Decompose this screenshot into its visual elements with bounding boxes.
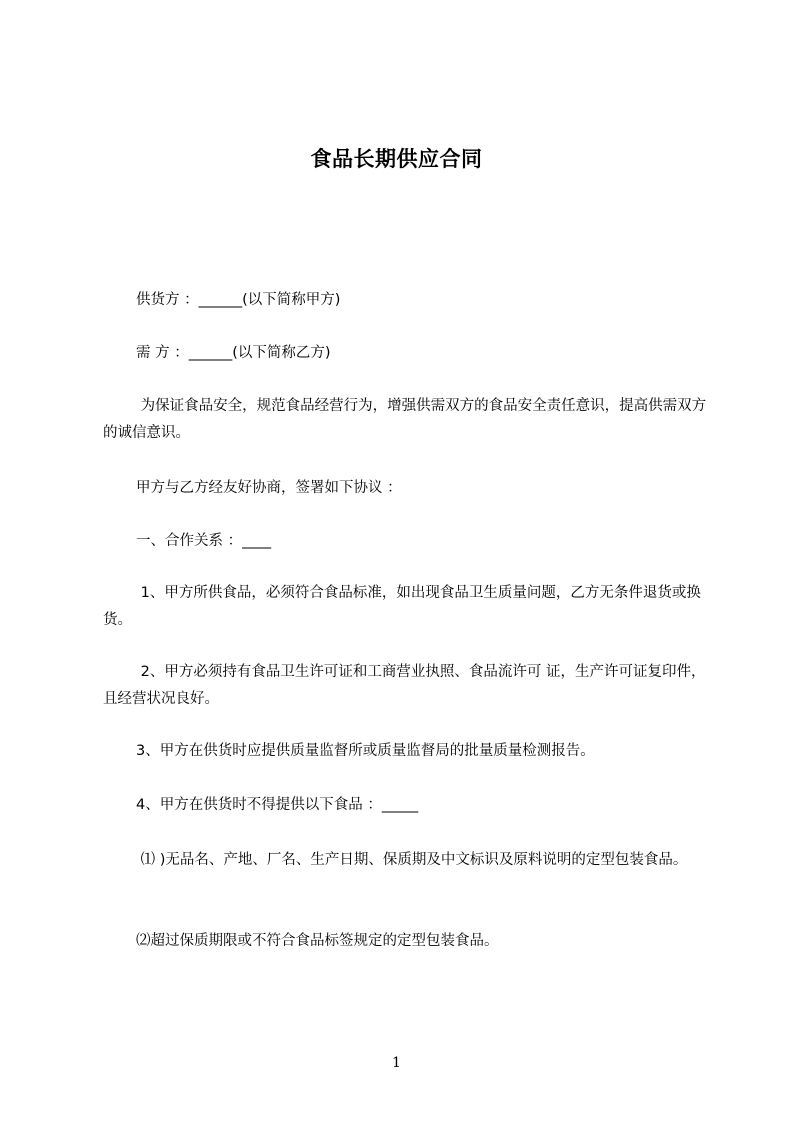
- document-title: 食品长期供应合同: [310, 147, 483, 171]
- paragraph-purpose: 为保证食品安全，规范食品经营行为，增强供需双方的食品安全责任意识，提高供需双方的诚信意识。: [103, 398, 707, 441]
- clause-2: 2、甲方必须持有食品卫生许可证和工商营业执照、食品流许可 证，生产许可证复印件，且经营状况良好。: [103, 664, 706, 707]
- clause-4-item-1: ⑴ )无品名、产地、厂名、生产日期、保质期及中文标识及原料说明的定型包装食品。: [136, 852, 688, 868]
- clause-3: 3、甲方在供货时应提供质量监督所或质量监督局的批量质量检测报告。: [136, 743, 595, 759]
- section-heading-cooperation: 一、合作关系 ：____: [136, 533, 272, 549]
- clause-4-item-2: ⑵超过保质期限或不符合食品标签规定的定型包装食品。: [136, 933, 499, 949]
- paragraph-buyer: 需 方 ：______(以下简称乙方): [136, 345, 331, 361]
- clause-4: 4、甲方在供货时不得提供以下食品 ：_____: [136, 797, 419, 813]
- clause-1: 1、甲方所供食品，必须符合食品标准，如出现食品卫生质量问题，乙方无条件退货或换货。: [103, 585, 701, 628]
- paragraph-supplier: 供货方 ：______(以下简称甲方): [136, 292, 341, 308]
- paragraph-agreement: 甲方与乙方经友好协商，签署如下协议 ：: [136, 480, 402, 496]
- page-number: 1: [392, 1055, 401, 1071]
